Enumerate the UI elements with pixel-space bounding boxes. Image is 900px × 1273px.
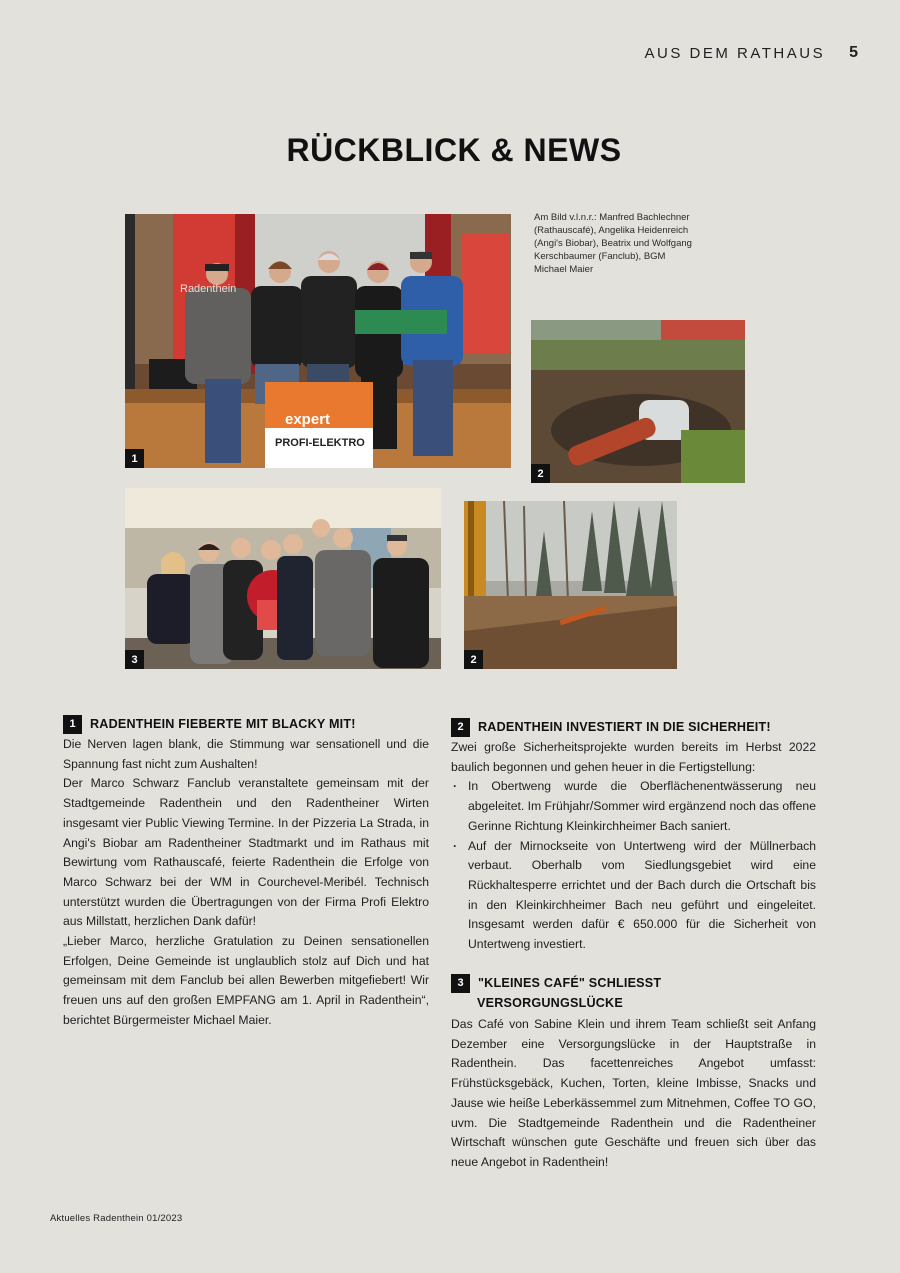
article-paragraph: Der Marco Schwarz Fanclub veranstaltete gemeinsam mit der Stadtgemeinde Radenthein und den Radentheiner Wirten insgesamt vier Public Viewing Termine. In der Pizzeria La Strada, in Angi's Biobar am Radentheiner Stadtmarkt und im Rathaus mit Bewirtung vom Rathauscafé, feierte Radenthein die Erfolge von Marco Schwarz bei der WM in Courchevel-Meribél. Technisch unterstützt wurden die Übertragungen von der Firma Profi Elektro aus Millstatt, herzlichen Dank dafür! (63, 776, 429, 929)
photo-caption: Am Bild v.l.n.r.: Manfred Bachlechner (Rathauscafé), Angelika Heidenreich (Angi's Biobar), Beatrix und Wolfgang Kerschbaumer (Fanclub), BGM Michael Maier (534, 212, 692, 275)
page-title: RÜCKBLICK & NEWS (286, 132, 622, 168)
article-security (451, 718, 816, 955)
article-paragraph: Die Nerven lagen blank, die Stimmung war sensationell und die Spannung fast nicht zum Aushalten! (63, 737, 429, 771)
article-cafe (451, 974, 816, 1173)
article-number: 3 (451, 974, 470, 993)
page-number: 5 (849, 44, 858, 61)
photo-cafe-team (125, 488, 441, 669)
photo-drainage (531, 320, 745, 483)
article-fanclub (63, 715, 429, 1031)
list-item: · In Obertweng wurde die Oberflächenentwässerung neu abgeleitet. Im Frühjahr/Sommer wird ergänzend noch das offene Gerinne Richtung Kleinkirchheimer Bach saniert. (451, 777, 816, 836)
article-title: RADENTHEIN INVESTIERT IN DIE SICHERHEIT! (478, 720, 771, 734)
photo-fanclub-stage (125, 214, 511, 468)
article-title-line2: VERSORGUNGSLÜCKE (477, 996, 623, 1010)
bullet-list (451, 777, 816, 954)
photo-badge: 2 (531, 464, 550, 483)
sign-logo: expert (285, 411, 331, 428)
page-header (645, 44, 858, 62)
photo-badge: 1 (125, 449, 144, 468)
section-name: AUS DEM RATHAUS (644, 44, 826, 62)
article-title: "KLEINES CAFÉ" SCHLIESST (478, 976, 662, 990)
article-paragraph: Das Café von Sabine Klein und ihrem Team schließt seit Anfang Dezember eine Versorgungslücke in der Hauptstraße in Radenthein. Das facettenreiches Angebot umfasst: Frühstücksgebäck, Kuchen, Torten, kleine Imbisse, Snacks und Jause wie heiße Leberkässemmel zum Mitnehmen, Coffee TO GO, uvm. Die Stadtgemeinde Radenthein und die Radentheiner Wirtschaft wünschen gute Geschäfte und freuen sich über das neue Angebot in Radenthein! (451, 1017, 816, 1169)
article-number: 2 (451, 718, 470, 737)
article-number: 1 (63, 715, 82, 734)
photo-construction (464, 501, 677, 669)
list-item: · Auf der Mirnockseite von Untertweng wird der Müllnerbach verbaut. Oberhalb vom Siedlungsgebiet wird eine Rückhaltesperre errichtet und der Bach durch die Ortschaft bis in den Kleinkirchheimer Bach neu geführt und eingeleitet. Insgesamt werden dafür € 650.000 für die Sicherheit von Untertweng investiert. (451, 837, 816, 955)
article-title: RADENTHEIN FIEBERTE MIT BLACKY MIT! (90, 717, 356, 731)
photo-badge: 3 (125, 650, 144, 669)
banner-text: Radenthein (180, 283, 237, 295)
article-paragraph: Zwei große Sicherheitsprojekte wurden bereits im Herbst 2022 baulich begonnen und gehen heuer in die Fertigstellung: (451, 740, 816, 774)
sign-text: PROFI-ELEKTRO (275, 437, 365, 449)
article-paragraph: „Lieber Marco, herzliche Gratulation zu Deinen sensationellen Erfolgen, Deine Gemeinde ist unglaublich stolz auf Dich und hat gemeinsam mit dem Fanclub bei allen Bewerben mitgefiebert! Wir freuen uns auf den großen EMPFANG am 1. April in Radenthein“, berichtet Bürgermeister Michael Maier. (63, 934, 429, 1027)
page-footer: Aktuelles Radenthein 01/2023 (50, 1213, 183, 1224)
photo-badge: 2 (464, 650, 483, 669)
